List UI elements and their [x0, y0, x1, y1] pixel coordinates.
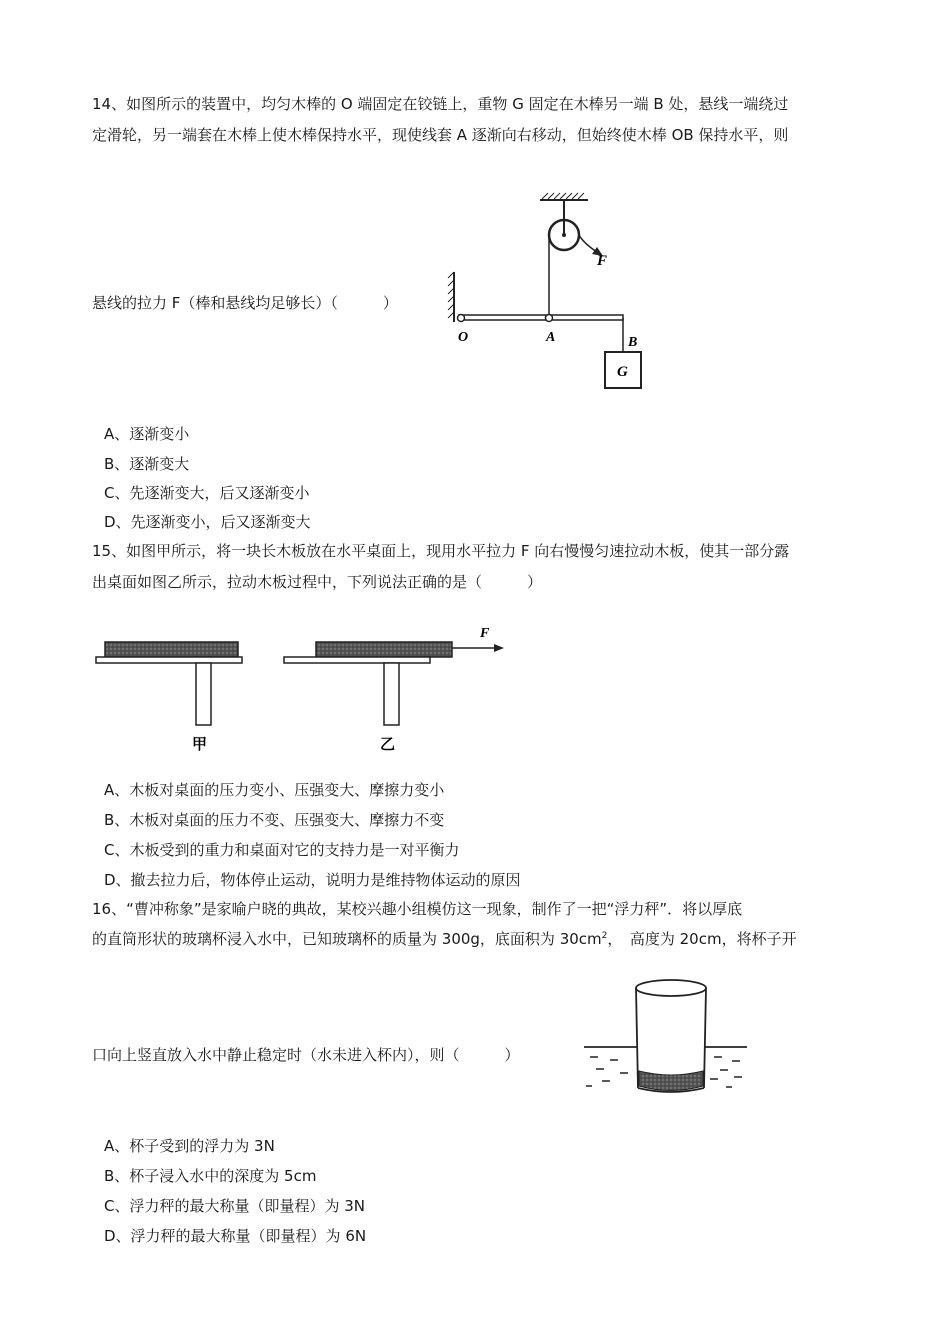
label-B: B: [628, 335, 638, 350]
q16-option-b: B、杯子浸入水中的深度为 5cm: [104, 1167, 317, 1185]
label-F-board: F: [480, 626, 490, 641]
label-jia: 甲: [192, 737, 208, 753]
q16-stem-line1: 16、“曹冲称象”是家喻户晓的典故，某校兴趣小组模仿这一现象，制作了一把“浮力秤”．将以厚底: [92, 900, 743, 918]
q14-stem-line1: 14、如图所示的装置中，均匀木棒的 O 端固定在铰链上，重物 G 固定在木棒另一端 B 处，悬线一端绕过: [92, 95, 789, 113]
q16-stem-line2-part1: 的直筒形状的玻璃杯浸入水中，已知玻璃杯的质量为 300g，底面积为 30cm: [92, 930, 602, 948]
floating-cup-figure: [582, 975, 752, 1100]
q16-stem-line2: [92, 929, 797, 949]
q15-option-d: D、撤去拉力后，物体停止运动，说明力是维持物体运动的原因: [104, 871, 521, 889]
q15-option-a: A、木板对桌面的压力变小、压强变大、摩擦力变小: [104, 781, 445, 799]
lever-pulley-figure: [440, 188, 660, 393]
q14-option-a: A、逐渐变小: [104, 425, 190, 443]
label-A: A: [546, 330, 556, 345]
q15-option-b: B、木板对桌面的压力不变、压强变大、摩擦力不变: [104, 811, 445, 829]
label-F: F: [597, 253, 608, 269]
q16-stem-line2-part2: ， 高度为 20cm，将杯子开: [607, 930, 797, 948]
q15-stem-line1: 15、如图甲所示，将一块长木板放在水平桌面上，现用水平拉力 F 向右慢慢匀速拉动木板，使其一部分露: [92, 542, 790, 560]
q15-stem-line2: 出桌面如图乙所示，拉动木板过程中，下列说法正确的是（ ）: [92, 573, 543, 591]
q15-option-c: C、木板受到的重力和桌面对它的支持力是一对平衡力: [104, 841, 460, 859]
q16-option-d: D、浮力秤的最大称量（即量程）为 6N: [104, 1227, 367, 1245]
q16-stem-line3: 口向上竖直放入水中静止稳定时（水未进入杯内），则（ ）: [92, 1046, 520, 1064]
q14-option-c: C、先逐渐变大，后又逐渐变小: [104, 484, 310, 502]
label-O: O: [458, 330, 469, 345]
q16-option-c: C、浮力秤的最大称量（即量程）为 3N: [104, 1197, 366, 1215]
q14-stem-line2: 定滑轮，另一端套在木棒上使木棒保持水平，现使线套 A 逐渐向右移动，但始终使木棒 OB 保持水平，则: [92, 126, 789, 144]
board-table-figure: [90, 620, 520, 755]
q14-option-b: B、逐渐变大: [104, 455, 190, 473]
q16-superscript: 2: [601, 931, 608, 941]
q16-option-a: A、杯子受到的浮力为 3N: [104, 1137, 275, 1155]
q14-stem-line3: 悬线的拉力 F（棒和悬线均足够长）（ ）: [92, 294, 398, 312]
label-G: G: [617, 364, 628, 380]
label-yi: 乙: [380, 737, 396, 753]
q14-option-d: D、先逐渐变小，后又逐渐变大: [104, 513, 311, 531]
